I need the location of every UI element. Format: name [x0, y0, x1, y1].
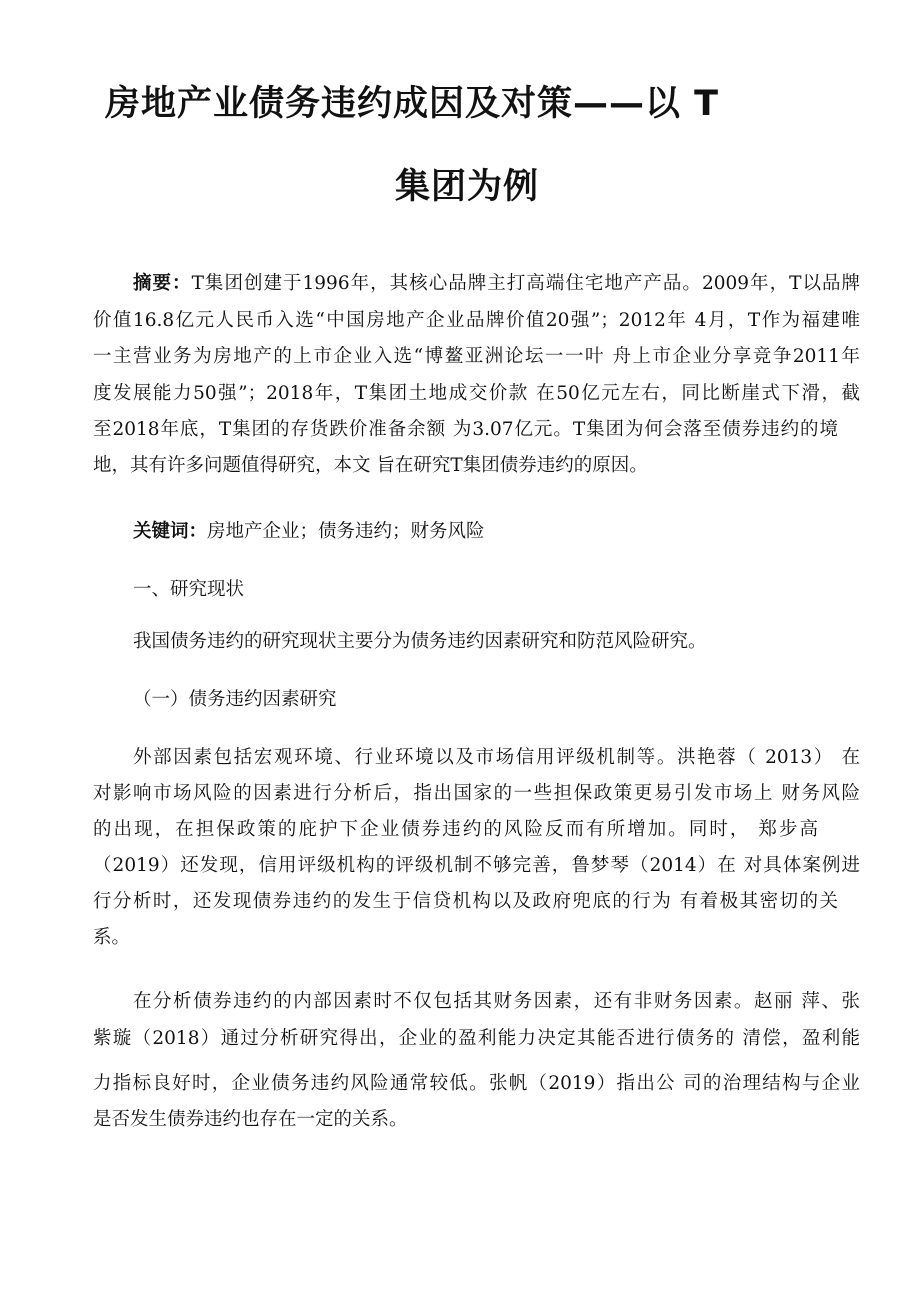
para1-line: 对影响市场风险的因素进行分析后，指出国家的一些担保政策更易引发市场上 财务风险: [93, 783, 860, 804]
abstract-line: 价值16.8亿元人民币入选“中国房地产企业品牌价值20强”；2012年 4月，T作为福建唯: [93, 310, 860, 331]
abstract-line: 一主营业务为房地产的上市企业入选“博鳌亚洲论坛一一叶 舟上市企业分享竞争2011年: [93, 346, 860, 367]
keywords-label: 关键词：: [133, 521, 208, 542]
para1-line: 行分析时，还发现债券违约的发生于信贷机构以及政府兜底的行为 有着极其密切的关: [93, 891, 838, 912]
title-line-2: 集团为例: [395, 167, 540, 207]
title-line-1: 房地产业债务违约成因及对策——以 T: [105, 84, 720, 124]
abstract-line: 摘要：T集团创建于1996年，其核心品牌主打高端住宅地产产品。2009年，T以品牌: [133, 273, 860, 294]
para1-line: 系。: [93, 927, 131, 948]
para2-line: 力指标良好时，企业债务违约风险通常较低。张帆（2019）指出公 司的治理结构与企业: [93, 1073, 860, 1094]
abstract-line: 至2018年底，T集团的存货跌价准备余额 为3.07亿元。T集团为何会落至债券违约的境: [93, 419, 838, 440]
para1-line: 外部因素包括宏观环境、行业环境以及市场信用评级机制等。洪艳蓉（ 2013） 在: [133, 747, 860, 768]
para2-line: 紫璇（2018）通过分析研究得出，企业的盈利能力决定其能否进行债务的 清偿，盈利能: [93, 1028, 860, 1049]
abstract-label: 摘要：: [133, 273, 192, 294]
abstract-line: 度发展能力50强”；2018年，T集团土地成交价款 在50亿元左右，同比断崖式下滑，截: [93, 383, 860, 404]
abstract-line: 地，其有许多问题值得研究，本文 旨在研究T集团债券违约的原因。: [93, 455, 648, 476]
subsection-heading: （一）债务违约因素研究: [133, 689, 337, 710]
intro-paragraph: 我国债务违约的研究现状主要分为债务违约因素研究和防范风险研究。: [133, 631, 707, 652]
para1-line: （2019）还发现，信用评级机构的评级机制不够完善，鲁梦琴（2014）在 对具体案例进: [93, 855, 860, 876]
para2-line: 在分析债券违约的内部因素时不仅包括其财务因素，还有非财务因素。赵丽 萍、张: [133, 991, 860, 1012]
para2-line: 是否发生债券违约也存在一定的关系。: [93, 1109, 408, 1130]
keywords: 关键词：房地产企业；债务违约；财务风险: [133, 521, 485, 542]
section-heading: 一、研究现状: [133, 579, 245, 600]
para1-line: 的出现，在担保政策的庇护下企业债券违约的风险反而有所增加。同时， 郑步高: [93, 819, 818, 840]
